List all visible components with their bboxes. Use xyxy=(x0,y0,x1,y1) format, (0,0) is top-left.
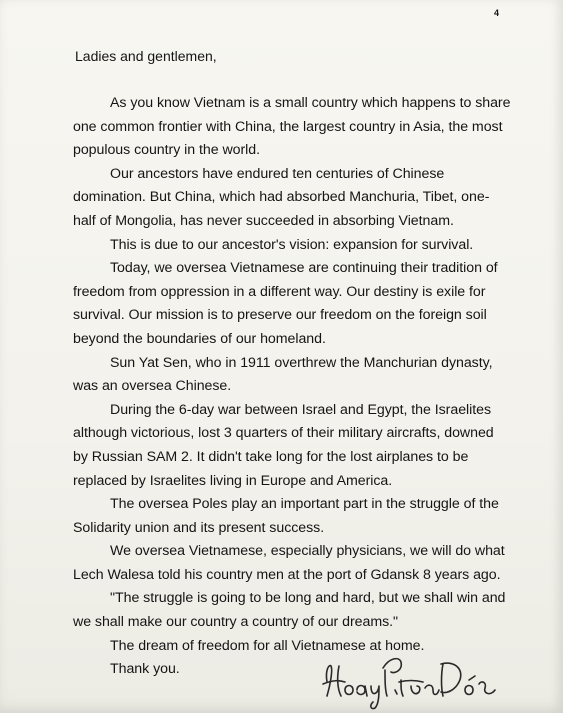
body-line: Thank you. xyxy=(110,661,180,678)
body-line: one common frontier with China, the largest country in Asia, the most xyxy=(73,118,503,135)
body-line: The dream of freedom for all Vietnamese at home. xyxy=(110,637,425,654)
body-line: Our ancestors have endured ten centuries of Chinese xyxy=(110,165,445,182)
body-line: Today, we oversea Vietnamese are continuing their tradition of xyxy=(110,260,498,277)
body-line: Solidarity union and its present success. xyxy=(73,519,325,536)
body-line: survival. Our mission is to preserve our freedom on the foreign soil xyxy=(73,307,487,324)
body-line: domination. But China, which had absorbed Manchuria, Tibet, one- xyxy=(73,189,490,206)
speech-body xyxy=(73,92,523,682)
body-line: During the 6-day war between Israel and Egypt, the Israelites xyxy=(110,401,492,418)
salutation: Ladies and gentlemen, xyxy=(75,48,217,64)
body-line: Lech Walesa told his country men at the port of Gdansk 8 years ago. xyxy=(73,566,501,583)
body-line: We oversea Vietnamese, especially physicians, we will do what xyxy=(110,543,505,560)
body-line: Sun Yat Sen, who in 1911 overthrew the Manchurian dynasty, xyxy=(110,354,493,371)
body-line: populous country in the world. xyxy=(73,142,260,159)
body-line: we shall make our country a country of our dreams." xyxy=(73,614,399,631)
body-line: half of Mongolia, has never succeeded in absorbing Vietnam. xyxy=(73,212,454,229)
body-line: beyond the boundaries of our homeland. xyxy=(73,330,326,347)
body-line: by Russian SAM 2. It didn't take long for the lost airplanes to be xyxy=(73,448,469,465)
body-line: freedom from oppression in a different way. Our destiny is exile for xyxy=(73,283,486,300)
body-line: was an oversea Chinese. xyxy=(73,378,232,395)
body-line: This is due to our ancestor's vision: expansion for survival. xyxy=(110,236,474,253)
body-line: As you know Vietnam is a small country which happens to share xyxy=(110,95,511,111)
body-line: The oversea Poles play an important part in the struggle of the xyxy=(110,496,499,513)
handwritten-signature xyxy=(315,640,515,710)
page-number: 4 xyxy=(494,8,500,18)
body-line: "The struggle is going to be long and hard, but we shall win and xyxy=(110,590,506,607)
body-line: although victorious, lost 3 quarters of their military aircrafts, downed xyxy=(73,425,494,442)
body-line: replaced by Israelites living in Europe and America. xyxy=(73,472,393,489)
